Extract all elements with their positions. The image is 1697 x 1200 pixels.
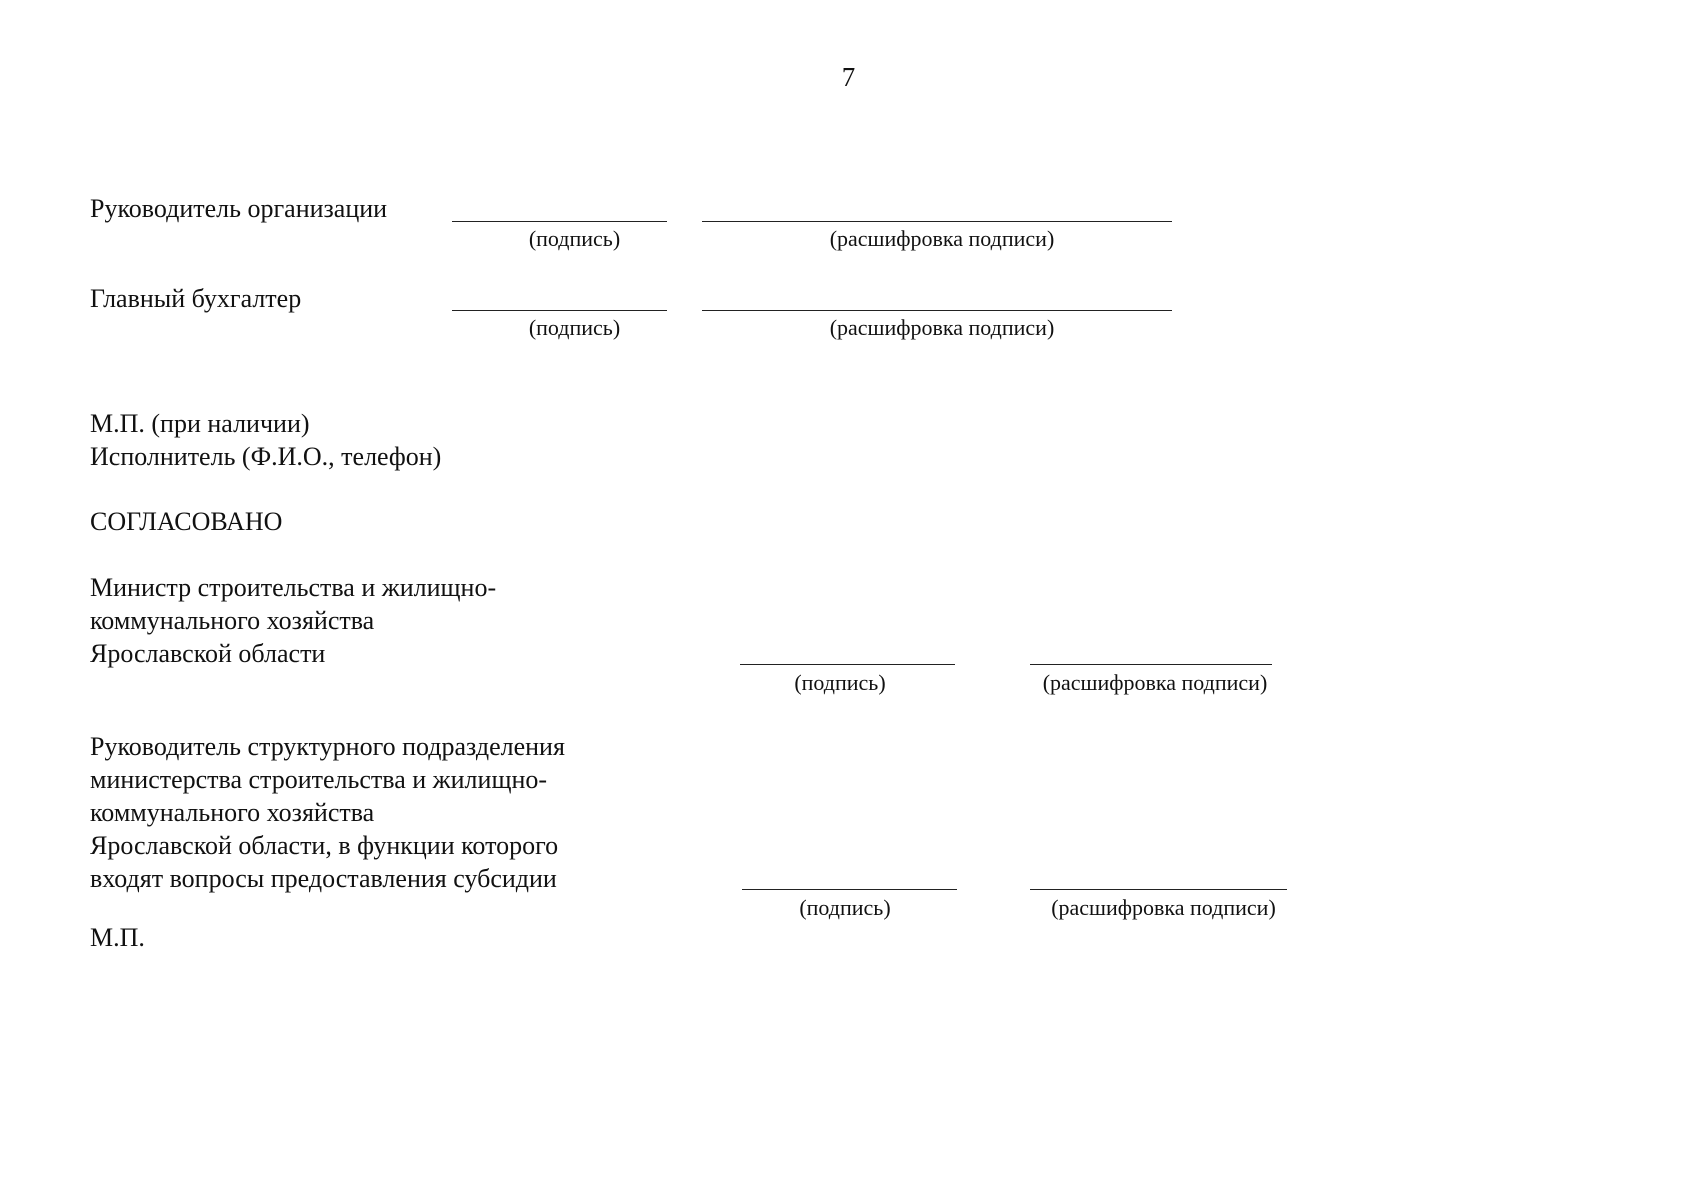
head-decoding-line[interactable] (702, 221, 1172, 222)
page-number: 7 (841, 62, 856, 92)
department-line-3: коммунального хозяйства (90, 798, 375, 827)
minister-decoding-caption: (расшифровка подписи) (1042, 670, 1268, 695)
minister-signature-line[interactable] (740, 664, 955, 665)
head-decoding-caption: (расшифровка подписи) (829, 226, 1055, 251)
head-of-organization-label: Руководитель организации (90, 194, 388, 223)
department-decoding-line[interactable] (1030, 889, 1287, 890)
accountant-signature-caption: (подпись) (528, 315, 621, 340)
department-line-1: Руководитель структурного подразделения (90, 732, 565, 761)
minister-line-3: Ярославской области (90, 639, 326, 668)
accountant-decoding-line[interactable] (702, 310, 1172, 311)
head-signature-line[interactable] (452, 221, 667, 222)
minister-signature-caption: (подпись) (794, 670, 886, 695)
executor-note: Исполнитель (Ф.И.О., телефон) (90, 442, 442, 471)
stamp-note: М.П. (при наличии) (90, 409, 310, 438)
department-signature-line[interactable] (742, 889, 957, 890)
department-line-5: входят вопросы предоставления субсидии (90, 864, 557, 893)
department-decoding-caption: (расшифровка подписи) (1051, 895, 1276, 920)
minister-line-2: коммунального хозяйства (90, 606, 375, 635)
accountant-decoding-caption: (расшифровка подписи) (829, 315, 1055, 340)
approved-heading: СОГЛАСОВАНО (90, 507, 283, 536)
chief-accountant-label: Главный бухгалтер (90, 284, 302, 313)
head-signature-caption: (подпись) (528, 226, 621, 251)
minister-line-1: Министр строительства и жилищно- (90, 573, 497, 602)
department-signature-caption: (подпись) (799, 895, 891, 920)
accountant-signature-line[interactable] (452, 310, 667, 311)
department-line-4: Ярославской области, в функции которого (90, 831, 559, 860)
minister-decoding-line[interactable] (1030, 664, 1272, 665)
department-line-2: министерства строительства и жилищно- (90, 765, 548, 794)
final-stamp-note: М.П. (90, 923, 145, 952)
